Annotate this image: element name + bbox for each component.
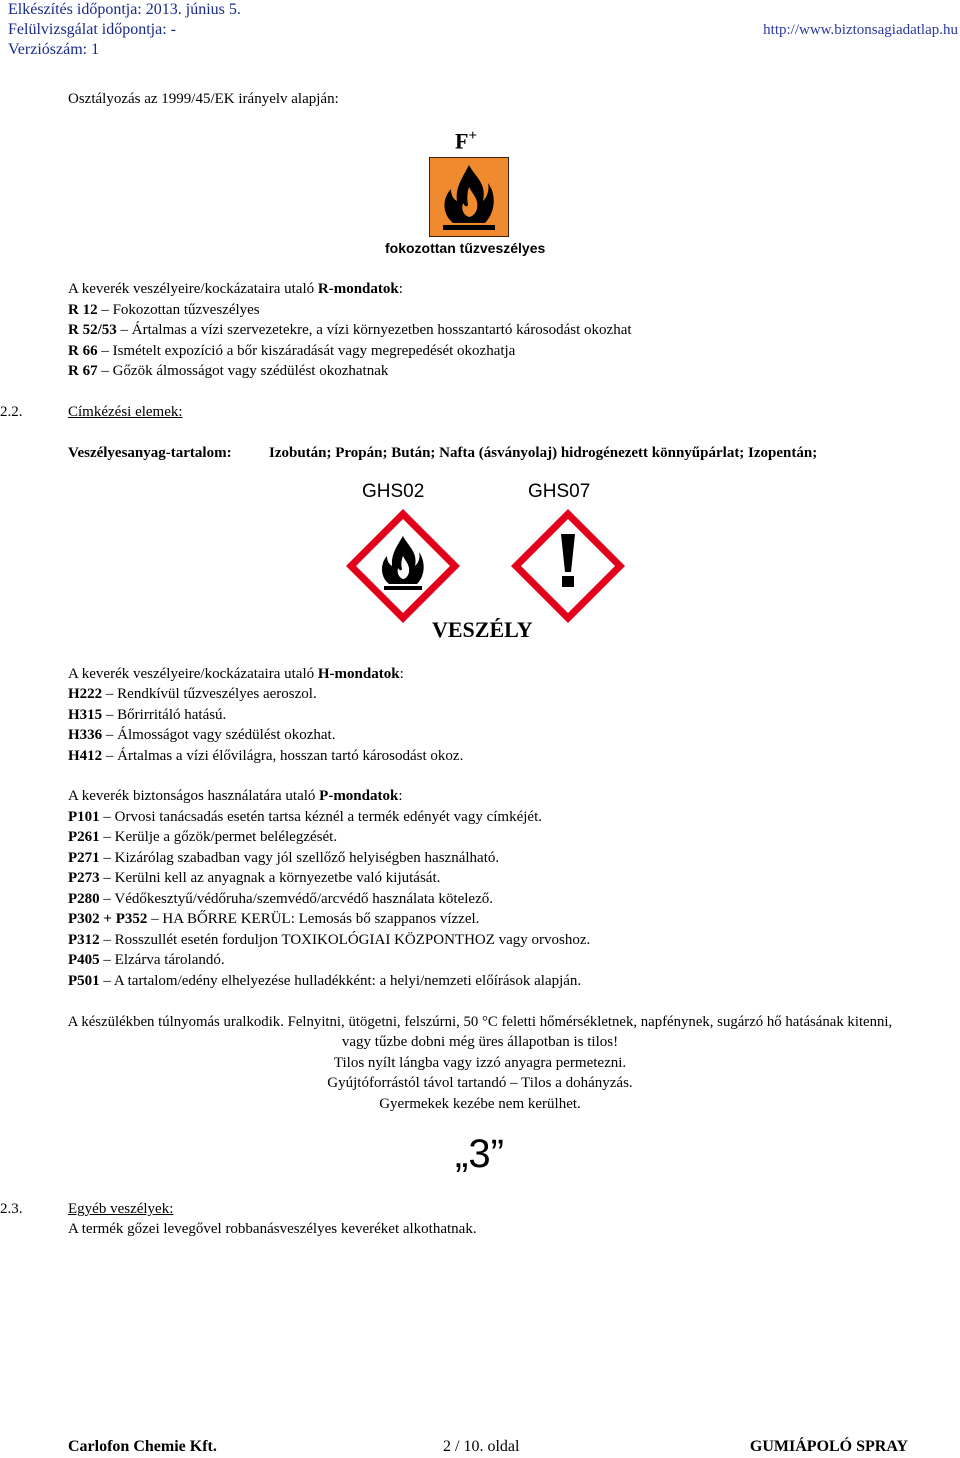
ghs02-label: GHS02 xyxy=(362,481,425,502)
hazard-content-label: Veszélyesanyag-tartalom: xyxy=(68,445,232,461)
signal-word: VESZÉLY xyxy=(432,617,533,642)
version-number: Verziószám: 1 xyxy=(8,41,100,58)
p-statement: P271 – Kizárólag szabadban vagy jól szellőző helyiségben használható. xyxy=(68,850,500,866)
section-title-labeling: Címkézési elemek: xyxy=(68,404,183,420)
h-statement: H412 – Ártalmas a vízi élővilágra, hosszan tartó károsodást okoz. xyxy=(68,748,464,764)
h-statement: H315 – Bőrirritáló hatású. xyxy=(68,707,227,723)
warning-line: Gyermekek kezébe nem kerülhet. xyxy=(379,1096,581,1112)
p-statement: P101 – Orvosi tanácsadás esetén tartsa kéznél a termék edényét vagy címkéjét. xyxy=(68,809,542,825)
p-statement: P405 – Elzárva tárolandó. xyxy=(68,952,225,968)
footer-product: GUMIÁPOLÓ SPRAY xyxy=(749,1438,908,1455)
p-statement: P501 – A tartalom/edény elhelyezése hulladékként: a helyi/nemzeti előírások alapján. xyxy=(68,973,582,989)
aerosol-mark: „3” xyxy=(455,1132,504,1176)
ghs02-flame-icon xyxy=(343,506,463,626)
website-link[interactable]: http://www.biztonsagiadatlap.hu xyxy=(763,22,958,38)
ghs07-label: GHS07 xyxy=(528,481,591,502)
p-statement: P261 – Kerülje a gőzök/permet belélegzését. xyxy=(68,829,338,845)
footer-page-number: 2 / 10. oldal xyxy=(443,1438,520,1455)
section-title-other-hazards: Egyéb veszélyek: xyxy=(68,1201,174,1217)
section-number-2-2: 2.2. xyxy=(0,404,23,420)
p-statement: P312 – Rosszullét esetén forduljon TOXIKOLÓGIAI KÖZPONTHOZ vagy orvoshoz. xyxy=(68,932,591,948)
section-number-2-3: 2.3. xyxy=(0,1201,23,1217)
other-hazards-text: A termék gőzei levegővel robbanásveszélyes keveréket alkothatnak. xyxy=(68,1221,477,1237)
warning-line: Tilos nyílt lángba vagy izzó anyagra permetezni. xyxy=(333,1055,627,1071)
ghs07-exclamation-icon xyxy=(508,506,628,626)
classification-title: Osztályozás az 1999/45/EK irányelv alapján: xyxy=(68,91,339,107)
r-phrase: R 67 – Gőzök álmosságot vagy szédülést okozhatnak xyxy=(68,363,389,379)
creation-date: Elkészítés időpontja: 2013. június 5. xyxy=(8,1,241,18)
h-statements-intro: A keverék veszélyeire/kockázataira utaló H-mondatok: xyxy=(68,666,404,682)
r-phrase: R 12 – Fokozottan tűzveszélyes xyxy=(68,302,260,318)
f-symbol-code: F+ xyxy=(455,128,478,154)
r-phrases-intro: A keverék veszélyeire/kockázataira utaló R-mondatok: xyxy=(68,281,403,297)
p-statements-intro: A keverék biztonságos használatára utaló P-mondatok: xyxy=(68,788,403,804)
p-statement: P273 – Kerülni kell az anyagnak a környezetbe való kijutását. xyxy=(68,870,441,886)
flame-orange-icon xyxy=(429,157,509,237)
hazard-content-value: Izobután; Propán; Bután; Nafta (ásványolaj) hidrogénezett könnyűpárlat; Izopentán; xyxy=(269,445,818,461)
warning-line: A készülékben túlnyomás uralkodik. Felnyitni, ütögetni, felszúrni, 50 °C feletti hőmérsékletnek, napfénynek, sugárzó hő hatásának kitenni, xyxy=(67,1014,893,1030)
warning-line: vagy tűzbe dobni még üres állapotban is tilos! xyxy=(341,1034,619,1050)
p-statement: P302 + P352 – HA BŐRRE KERÜL: Lemosás bő szappanos vízzel. xyxy=(68,911,480,927)
r-phrase: R 66 – Ismételt expozíció a bőr kiszáradását vagy megrepedését okozhatja xyxy=(68,343,516,359)
footer-company: Carlofon Chemie Kft. xyxy=(68,1438,217,1455)
h-statement: H336 – Álmosságot vagy szédülést okozhat. xyxy=(68,727,336,743)
h-statement: H222 – Rendkívül tűzveszélyes aeroszol. xyxy=(68,686,317,702)
revision-date: Felülvizsgálat időpontja: - xyxy=(8,21,176,38)
r-phrase: R 52/53 – Ártalmas a vízi szervezetekre, a vízi környezetben hosszantartó károsodást okozhat xyxy=(68,322,632,338)
f-symbol-caption: fokozottan tűzveszélyes xyxy=(385,240,546,256)
p-statement: P280 – Védőkesztyű/védőruha/szemvédő/arcvédő használata kötelező. xyxy=(68,891,493,907)
warning-line: Gyújtóforrástól távol tartandó – Tilos a dohányzás. xyxy=(327,1075,633,1091)
